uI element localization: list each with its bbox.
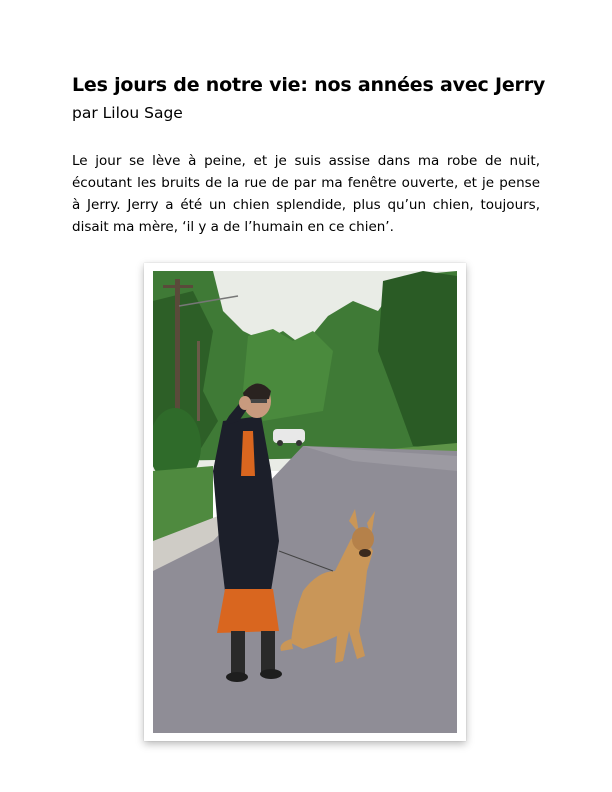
document-title: Les jours de notre vie: nos années avec Jerry <box>72 74 546 96</box>
photo-illustration <box>153 271 457 733</box>
photo-woman-with-dog <box>153 271 457 733</box>
body-paragraph: Le jour se lève à peine, et je suis assise dans ma robe de nuit, écoutant les bruits de la rue de par ma fenêtre ouverte, et je pense à Jerry. Jerry a été un chien splendide, plus qu’un chien, toujours, disait ma mère, ‘il y a de l’humain en ce chien’. <box>72 153 540 235</box>
photo-frame <box>144 263 466 741</box>
document-author: par Lilou Sage <box>72 104 183 122</box>
